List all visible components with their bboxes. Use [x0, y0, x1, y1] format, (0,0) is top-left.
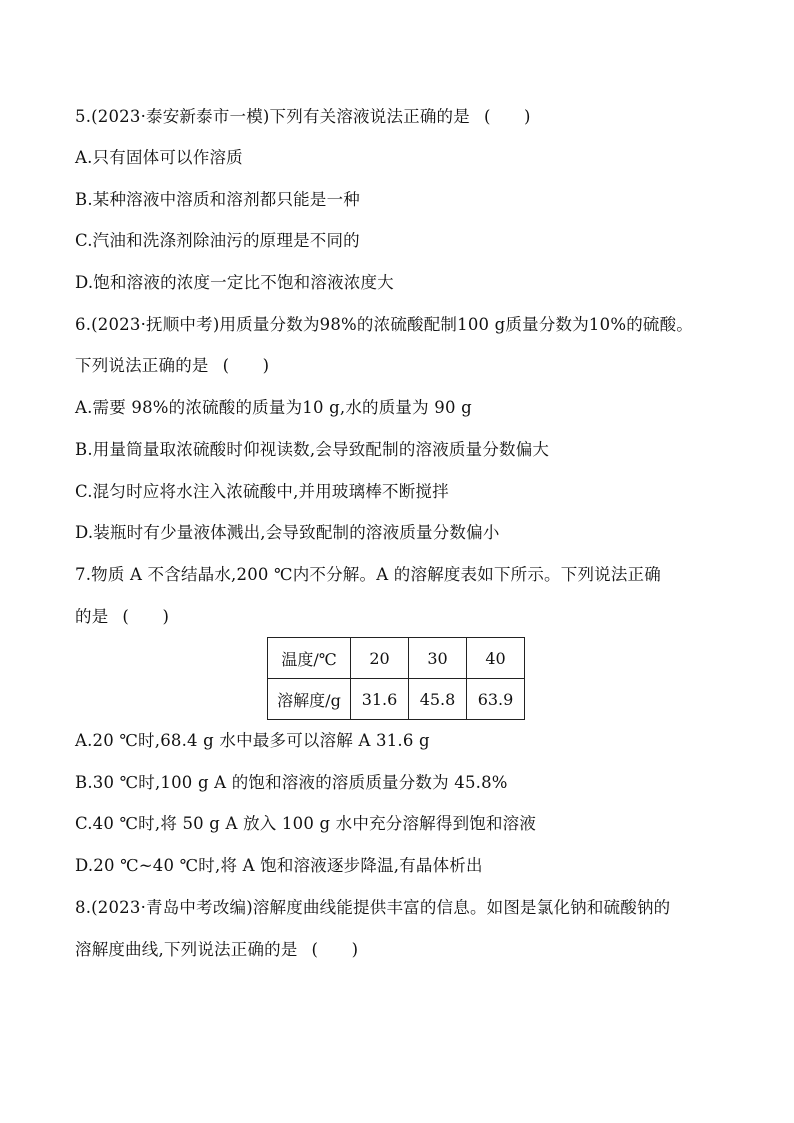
q7-answer-bracket: ( ): [122, 607, 170, 626]
q7-option-c: C.40 ℃时,将 50 g A 放入 100 g 水中充分溶解得到饱和溶液: [75, 814, 537, 833]
solubility-table: [267, 637, 525, 720]
q5-stem-text: 5.(2023·泰安新泰市一模)下列有关溶液说法正确的是: [75, 107, 470, 126]
q5-option-d: D.饱和溶液的浓度一定比不饱和溶液浓度大: [75, 273, 394, 292]
q6-option-d: D.装瓶时有少量液体溅出,会导致配制的溶液质量分数偏小: [75, 523, 500, 542]
q5-stem: [75, 106, 531, 128]
q8-stem-line2: [75, 939, 358, 961]
q5-option-b: B.某种溶液中溶质和溶剂都只能是一种: [75, 190, 360, 209]
table-cell: 20: [351, 638, 409, 679]
table-header-temperature: 温度/℃: [268, 638, 351, 679]
q7-stem-line1: 7.物质 A 不含结晶水,200 ℃内不分解。A 的溶解度表如下所示。下列说法正确: [75, 565, 661, 584]
q7-stem-text: 的是: [75, 607, 109, 626]
q6-option-b: B.用量筒量取浓硫酸时仰视读数,会导致配制的溶液质量分数偏大: [75, 440, 550, 459]
table-row-solubility: [268, 679, 525, 720]
table-cell: 45.8: [409, 679, 467, 720]
q5-option-c: C.汽油和洗涤剂除油污的原理是不同的: [75, 231, 360, 250]
q7-option-d: D.20 ℃~40 ℃时,将 A 饱和溶液逐步降温,有晶体析出: [75, 856, 483, 875]
table-cell: 40: [467, 638, 525, 679]
q8-answer-bracket: ( ): [311, 940, 359, 959]
q6-option-a: A.需要 98%的浓硫酸的质量为10 g,水的质量为 90 g: [75, 398, 472, 417]
table-header-solubility: 溶解度/g: [268, 679, 351, 720]
q6-stem-text: 下列说法正确的是: [75, 356, 209, 375]
q7-stem-line2: [75, 606, 169, 628]
q6-answer-bracket: ( ): [222, 356, 270, 375]
q8-stem-text: 溶解度曲线,下列说法正确的是: [75, 940, 298, 959]
table-row-temperature: [268, 638, 525, 679]
q7-option-b: B.30 ℃时,100 g A 的饱和溶液的溶质质量分数为 45.8%: [75, 773, 508, 792]
table-cell: 30: [409, 638, 467, 679]
q7-option-a: A.20 ℃时,68.4 g 水中最多可以溶解 A 31.6 g: [75, 731, 430, 750]
q6-stem-line1: 6.(2023·抚顺中考)用质量分数为98%的浓硫酸配制100 g质量分数为10%的硫酸。: [75, 315, 694, 334]
q5-option-a: A.只有固体可以作溶质: [75, 148, 243, 167]
q8-stem-line1: 8.(2023·青岛中考改编)溶解度曲线能提供丰富的信息。如图是氯化钠和硫酸钠的: [75, 898, 671, 917]
table-cell: 63.9: [467, 679, 525, 720]
q5-answer-bracket: ( ): [483, 107, 531, 126]
table-cell: 31.6: [351, 679, 409, 720]
q6-option-c: C.混匀时应将水注入浓硫酸中,并用玻璃棒不断搅拌: [75, 482, 449, 501]
q6-stem-line2: [75, 355, 269, 377]
